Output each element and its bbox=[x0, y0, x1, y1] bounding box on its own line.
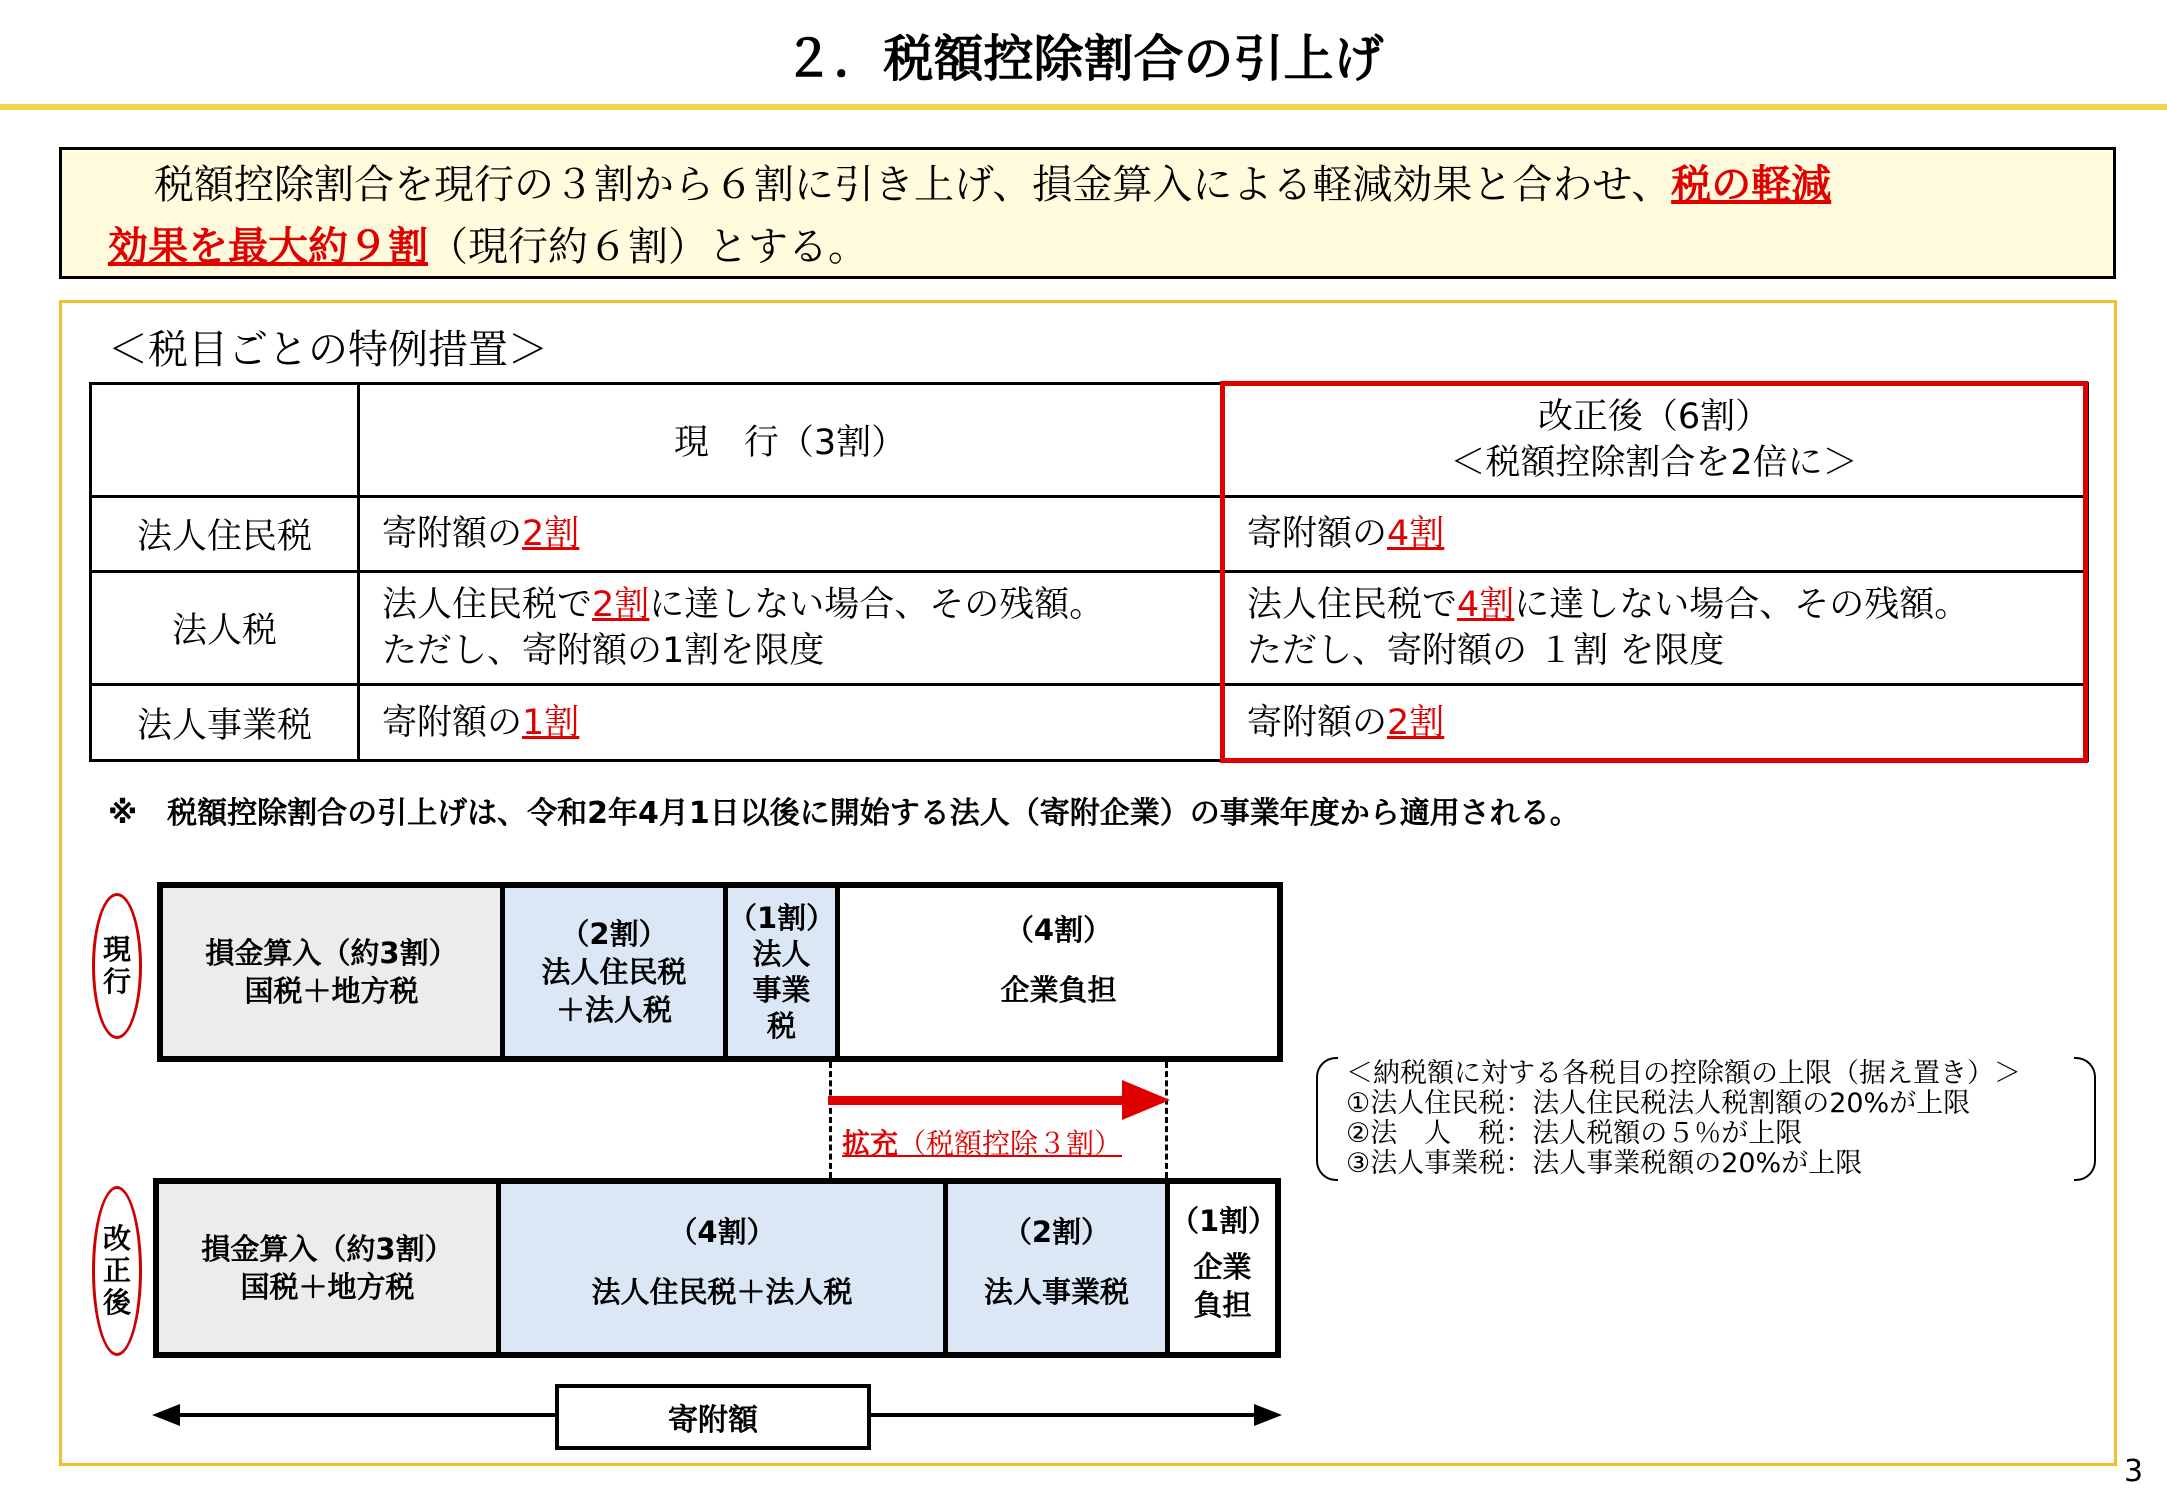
oval-char: 現 bbox=[102, 933, 131, 966]
expansion-arrow-icon bbox=[826, 1078, 1172, 1124]
header-revised-line-2: ＜税額控除割合を2倍に＞ bbox=[1450, 443, 1858, 483]
segment-text: 法人住民税＋法人税 bbox=[591, 1275, 853, 1309]
expansion-label-main: 拡充 bbox=[842, 1127, 899, 1160]
row-2-revised bbox=[1225, 573, 2083, 683]
segment-business-tax bbox=[943, 1184, 1165, 1352]
segment-text: 国税＋地方税 bbox=[244, 974, 419, 1008]
segment-text: 事業 bbox=[752, 973, 811, 1007]
segment-ratio: （4割） bbox=[1004, 913, 1113, 947]
segment-deduction bbox=[159, 1184, 496, 1352]
segment-company-burden bbox=[1165, 1184, 1278, 1352]
segment-local-and-corporate bbox=[500, 888, 723, 1056]
title-underline bbox=[0, 104, 2167, 110]
cell-text: 法人住民税で bbox=[1247, 585, 1458, 625]
table-caption: ＜税目ごとの特例措置＞ bbox=[108, 327, 548, 373]
row-3-revised bbox=[1225, 686, 2083, 759]
page-title: ２．税額控除割合の引上げ bbox=[783, 30, 1384, 88]
segment-text: 企業 bbox=[1193, 1250, 1252, 1284]
limit-note-title: ＜納税額に対する各税目の控除額の上限（据え置き）＞ bbox=[1346, 1058, 2021, 1089]
summary-emphasis-1: 税の軽減 bbox=[1671, 162, 1832, 208]
current-breakdown-bar bbox=[157, 882, 1283, 1062]
deduction-limit-note bbox=[1316, 1057, 2096, 1181]
header-revised bbox=[1225, 385, 2083, 495]
summary-box bbox=[59, 147, 2116, 279]
cell-text-line-2: ただし、寄附額の1割を限度 bbox=[382, 631, 825, 671]
cell-text: に達しない場合、その残額。 bbox=[649, 585, 1105, 625]
left-bracket bbox=[1316, 1057, 1338, 1181]
cell-emphasis: 2割 bbox=[1387, 702, 1445, 743]
segment-ratio: （1割） bbox=[728, 901, 836, 935]
segment-text: 法人事業税 bbox=[983, 1275, 1129, 1309]
right-bracket bbox=[2074, 1057, 2096, 1181]
cell-emphasis: 2割 bbox=[522, 514, 580, 554]
segment-business-tax bbox=[723, 888, 835, 1056]
segment-ratio: （1割） bbox=[1170, 1204, 1278, 1238]
summary-emphasis-2: 効果を最大約９割 bbox=[108, 224, 428, 270]
oval-char: 行 bbox=[102, 965, 131, 998]
current-label-oval bbox=[92, 893, 142, 1039]
segment-text: 税 bbox=[766, 1009, 796, 1043]
revised-label-oval bbox=[92, 1186, 142, 1356]
row-label-corporate-tax: 法人税 bbox=[171, 611, 277, 651]
cell-emphasis: 4割 bbox=[1457, 585, 1515, 625]
cell-text: に達しない場合、その残額。 bbox=[1514, 585, 1970, 625]
row-1-current bbox=[360, 498, 1220, 570]
cell-text: 寄附額の bbox=[382, 514, 523, 554]
segment-local-and-corporate bbox=[496, 1184, 943, 1352]
row-label-local-inhabitant-tax: 法人住民税 bbox=[136, 517, 312, 557]
segment-text: 国税＋地方税 bbox=[240, 1270, 415, 1304]
segment-ratio: （2割） bbox=[560, 917, 668, 951]
cell-text: 寄附額の bbox=[382, 702, 523, 743]
oval-char: 後 bbox=[102, 1286, 131, 1319]
application-note: ※ 税額控除割合の引上げは、令和2年4月1日以後に開始する法人（寄附企業）の事業年度から適用される。 bbox=[108, 796, 1580, 831]
cell-emphasis: 1割 bbox=[522, 702, 580, 743]
cell-emphasis: 2割 bbox=[592, 585, 650, 625]
segment-text: ＋法人税 bbox=[555, 993, 672, 1027]
segment-ratio: （4割） bbox=[668, 1215, 776, 1249]
row-3-current bbox=[360, 686, 1220, 759]
summary-text-after: （現行約６割）とする。 bbox=[428, 224, 868, 270]
segment-text: 損金算入（約3割） bbox=[201, 1232, 454, 1266]
donation-label: 寄附額 bbox=[555, 1384, 871, 1450]
summary-line-2 bbox=[108, 216, 2073, 278]
row-2-current bbox=[360, 573, 1220, 683]
segment-text: 負担 bbox=[1193, 1288, 1252, 1322]
limit-note-item: ③法人事業税：法人事業税額の20%が上限 bbox=[1346, 1148, 1863, 1179]
segment-ratio: （2割） bbox=[1002, 1215, 1111, 1249]
segment-deduction bbox=[163, 888, 500, 1056]
page-number: 3 bbox=[2124, 1454, 2144, 1489]
cell-text-line-2: ただし、寄附額の １割 を限度 bbox=[1247, 631, 1725, 671]
oval-char: 正 bbox=[102, 1254, 131, 1287]
summary-line-1 bbox=[108, 154, 2073, 216]
segment-text: 企業負担 bbox=[1000, 973, 1117, 1007]
segment-company-burden bbox=[835, 888, 1277, 1056]
limit-note-item: ②法 人 税：法人税額の５％が上限 bbox=[1346, 1118, 1803, 1149]
segment-text: 損金算入（約3割） bbox=[205, 936, 458, 970]
segment-text: 法人住民税 bbox=[541, 955, 687, 989]
expansion-label bbox=[842, 1124, 1152, 1164]
limit-note-item: ①法人住民税：法人住民税法人税割額の20%が上限 bbox=[1346, 1088, 1971, 1119]
header-current: 現 行（3割） bbox=[673, 423, 907, 463]
oval-char: 改 bbox=[102, 1222, 131, 1255]
segment-text: 法人 bbox=[752, 937, 811, 971]
header-revised-line-1: 改正後（6割） bbox=[1537, 397, 1771, 437]
cell-text: 法人住民税で bbox=[382, 585, 593, 625]
row-1-revised bbox=[1225, 498, 2083, 570]
expansion-label-detail: （税額控除３割） bbox=[898, 1127, 1123, 1160]
row-label-business-tax: 法人事業税 bbox=[136, 705, 312, 746]
summary-text-before: 税額控除割合を現行の３割から６割に引き上げ、損金算入による軽減効果と合わせ、 bbox=[154, 162, 1672, 208]
revised-breakdown-bar bbox=[153, 1178, 1281, 1358]
cell-text: 寄附額の bbox=[1247, 702, 1388, 743]
cell-text: 寄附額の bbox=[1247, 514, 1388, 554]
cell-emphasis: 4割 bbox=[1387, 514, 1445, 554]
